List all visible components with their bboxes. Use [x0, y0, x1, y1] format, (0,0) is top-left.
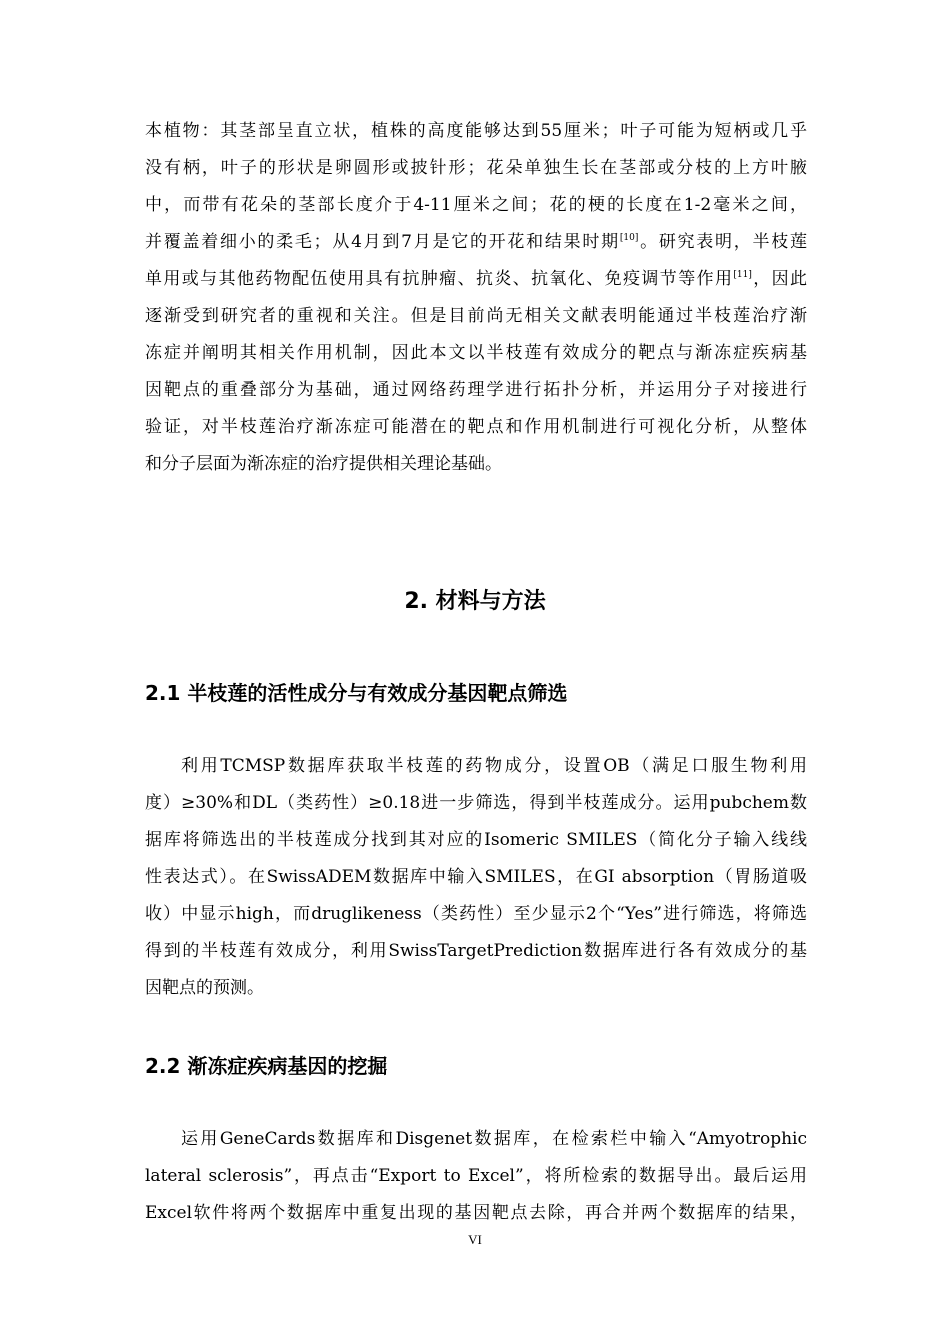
text-segment: 单用或与其他药物配伍使用具有抗肿瘤、抗炎、抗氧化、免疫调节等作用: [145, 269, 734, 289]
text-line: lateral sclerosis”，再点击“Export to Excel”，将所检索的数据导出。最后运用: [145, 1166, 807, 1186]
text-line: 得到的半枝莲有效成分，利用SwissTargetPrediction数据库进行各有效成分的基: [145, 941, 807, 961]
section-heading-materials-methods: 2. 材料与方法: [404, 589, 546, 614]
text-line: 中，而带有花朵的茎部长度介于4-11厘米之间；花的梗的长度在1-2毫米之间，: [145, 195, 807, 215]
text-line-with-citation: [145, 224, 807, 261]
text-line: 因靶点的重叠部分为基础，通过网络药理学进行拓扑分析，并运用分子对接进行: [145, 380, 807, 400]
text-line: 运用GeneCards数据库和Disgenet数据库，在检索栏中输入“Amyotrophic: [181, 1129, 807, 1149]
text-line-with-citation: [145, 261, 807, 298]
text-line: 利用TCMSP数据库获取半枝莲的药物成分，设置OB（满足口服生物利用: [181, 756, 807, 776]
text-line: 度）≥30%和DL（类药性）≥0.18进一步筛选，得到半枝莲成分。运用pubchem数: [145, 793, 807, 813]
subsection-heading-2-1: 2.1 半枝莲的活性成分与有效成分基因靶点筛选: [145, 681, 568, 705]
text-line: 本植物：其茎部呈直立状，植株的高度能够达到55厘米；叶子可能为短柄或几乎: [145, 121, 807, 141]
text-line: 逐渐受到研究者的重视和关注。但是目前尚无相关文献表明能通过半枝莲治疗渐: [145, 306, 807, 326]
subsection-heading-2-2: 2.2 渐冻症疾病基因的挖掘: [145, 1054, 388, 1078]
paragraph-2-1: [145, 748, 807, 1007]
text-line: 没有柄，叶子的形状是卵圆形或披针形；花朵单独生长在茎部或分枝的上方叶腋: [145, 158, 807, 178]
text-line: 和分子层面为渐冻症的治疗提供相关理论基础。: [145, 454, 502, 474]
text-line: 性表达式）。在SwissADEM数据库中输入SMILES，在GI absorption（胃肠道吸: [145, 867, 807, 887]
text-line: 因靶点的预测。: [145, 978, 264, 998]
text-line: 收）中显示high，而druglikeness（类药性）至少显示2个“Yes”进行筛选，将筛选: [145, 904, 807, 924]
paragraph-2-2: [145, 1121, 807, 1232]
text-segment: 并覆盖着细小的柔毛；从4月到7月是它的开花和结果时期: [145, 232, 620, 252]
text-line: 据库将筛选出的半枝莲成分找到其对应的Isomeric SMILES（简化分子输入线线: [145, 830, 807, 850]
citation-ref-10: [10]: [619, 233, 639, 243]
citation-ref-11: [11]: [733, 270, 752, 280]
text-line: 验证，对半枝莲治疗渐冻症可能潜在的靶点和作用机制进行可视化分析，从整体: [145, 417, 807, 437]
text-line: Excel软件将两个数据库中重复出现的基因靶点去除，再合并两个数据库的结果，: [145, 1203, 807, 1223]
text-segment: 。研究表明，半枝莲: [638, 232, 807, 252]
page-number: VI: [468, 1232, 482, 1247]
intro-paragraph: [145, 113, 807, 483]
text-line: 冻症并阐明其相关作用机制，因此本文以半枝莲有效成分的靶点与渐冻症疾病基: [145, 343, 807, 363]
text-segment: ，因此: [751, 269, 808, 289]
